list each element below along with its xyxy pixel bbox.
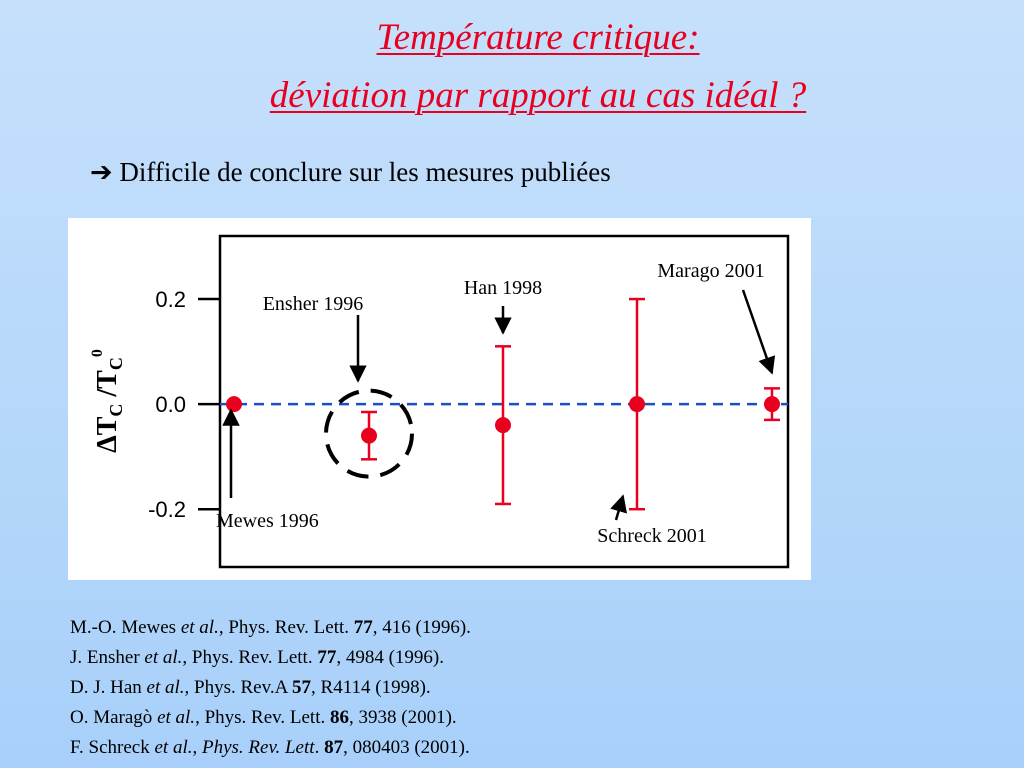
data-point-schreck-2001 bbox=[629, 396, 645, 412]
data-point-ensher-1996 bbox=[361, 428, 377, 444]
data-point-mewes-1996 bbox=[226, 396, 242, 412]
reference-item: O. Maragò et al., Phys. Rev. Lett. 86, 3938 (2001). bbox=[70, 707, 457, 728]
plot-panel bbox=[68, 218, 811, 580]
reference-item: J. Ensher et al., Phys. Rev. Lett. 77, 4984 (1996). bbox=[70, 647, 444, 668]
bullet-point bbox=[90, 157, 611, 188]
right-arrow-icon: ➔ bbox=[90, 157, 113, 187]
annotation-label-schreck-2001: Schreck 2001 bbox=[597, 525, 707, 547]
slide-title-line-1: Température critique: bbox=[376, 17, 700, 58]
slide-title-line-2: déviation par rapport au cas idéal ? bbox=[269, 75, 807, 116]
reference-list bbox=[70, 613, 471, 763]
annotation-label-ensher-1996: Ensher 1996 bbox=[262, 293, 364, 315]
reference-item: F. Schreck et al., Phys. Rev. Lett. 87, 080403 (2001). bbox=[70, 737, 470, 758]
bullet-text: Difficile de conclure sur les mesures publiées bbox=[119, 157, 611, 187]
reference-item: D. J. Han et al., Phys. Rev.A 57, R4114 (1998). bbox=[70, 677, 431, 698]
annotation-label-han-1998: Han 1998 bbox=[463, 277, 543, 299]
annotation-label-mewes-1996: Mewes 1996 bbox=[216, 510, 319, 532]
y-tick-label: -0.2 bbox=[148, 497, 186, 523]
reference-item: M.-O. Mewes et al., Phys. Rev. Lett. 77, 416 (1996). bbox=[70, 617, 471, 638]
data-point-han-1998 bbox=[495, 417, 511, 433]
tc-deviation-chart bbox=[68, 218, 811, 580]
data-point-marago-2001 bbox=[764, 396, 780, 412]
annotation-arrow-marago-2001 bbox=[743, 290, 772, 373]
y-tick-label: 0.2 bbox=[155, 287, 186, 313]
annotation-label-marago-2001: Marago 2001 bbox=[657, 260, 765, 282]
annotation-arrow-schreck-2001 bbox=[616, 496, 623, 520]
y-axis-label: $\Delta T_C$ $/T_C^0$ bbox=[89, 349, 126, 453]
y-tick-label: 0.0 bbox=[155, 392, 186, 418]
